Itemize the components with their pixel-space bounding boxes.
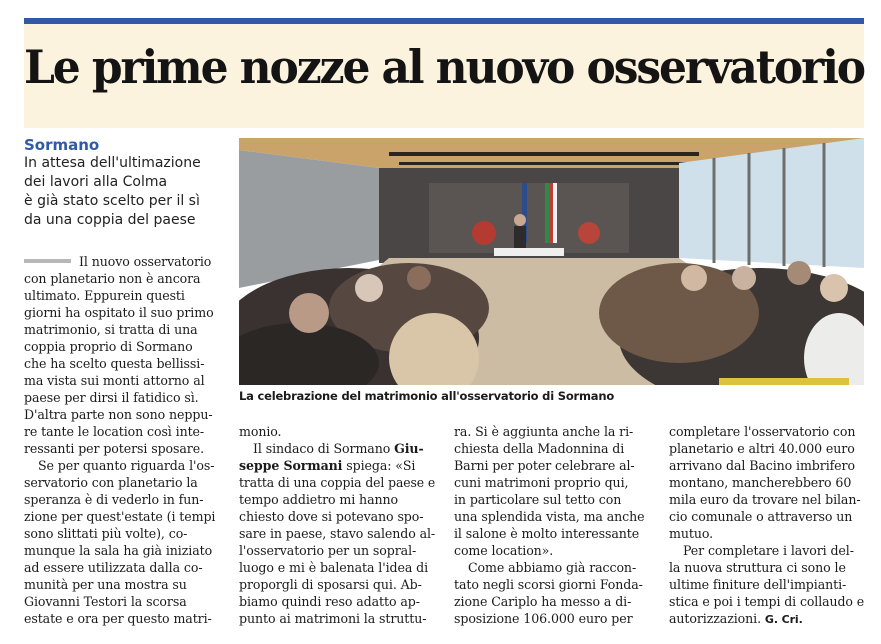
photo-bench bbox=[719, 378, 849, 385]
body-line: zione Cariplo ha messo a di- bbox=[454, 594, 632, 609]
body-line: l'osservatorio per un sopral- bbox=[239, 543, 417, 558]
headline: Le prime nozze al nuovo osservatorio bbox=[24, 40, 865, 94]
body-line: Se per quanto riguarda l'os- bbox=[38, 458, 215, 473]
body-line: matrimonio, si tratta di una bbox=[24, 322, 198, 337]
body-line: arrivano dal Bacino imbrifero bbox=[669, 458, 855, 473]
body-line: ad essere utilizzata dalla co- bbox=[24, 560, 203, 575]
body-line: ma vista sui monti attorno al bbox=[24, 373, 205, 388]
flowers bbox=[472, 221, 496, 245]
flag bbox=[549, 183, 553, 243]
body-line: proporgli di sposarsi qui. Ab- bbox=[239, 577, 422, 592]
body-line: zione per quest'estate (i tempi bbox=[24, 509, 216, 524]
body-line: chiesto dove si potevano spo- bbox=[239, 509, 424, 524]
head bbox=[407, 266, 431, 290]
body-line: una splendida vista, ma anche bbox=[454, 509, 645, 524]
head bbox=[732, 266, 756, 290]
body-line: mutuo. bbox=[669, 526, 713, 541]
body-line: sare in paese, stavo salendo al- bbox=[239, 526, 436, 541]
flag bbox=[553, 183, 557, 243]
body-line: completare l'osservatorio con bbox=[669, 424, 856, 439]
body-line: ressanti per potersi sposare. bbox=[24, 441, 204, 456]
body-line bbox=[669, 610, 803, 628]
body-line: Il nuovo osservatorio bbox=[79, 254, 212, 269]
flowers bbox=[578, 222, 600, 244]
body-line: luogo e mi è balenata l'idea di bbox=[239, 560, 429, 575]
body-line: munque la sala ha già iniziato bbox=[24, 543, 213, 558]
body-line: monio. bbox=[239, 424, 282, 439]
body-line: sposizione 106.000 euro per bbox=[454, 611, 633, 626]
photo-ceiling-beam bbox=[399, 162, 689, 165]
body-line: ultime finiture dell'impianti- bbox=[669, 577, 847, 592]
body-line: munità per una mostra su bbox=[24, 577, 187, 592]
head bbox=[820, 274, 848, 302]
body-line: in particolare sul tetto con bbox=[454, 492, 622, 507]
subtitle-line: In attesa dell'ultimazione bbox=[24, 155, 201, 171]
body-line: ultimato. Eppurein questi bbox=[24, 288, 185, 303]
mayor-name: Giu- bbox=[394, 441, 424, 456]
head bbox=[289, 293, 329, 333]
subtitle-line: è già stato scelto per il sì bbox=[24, 193, 200, 209]
kicker-location: Sormano bbox=[24, 136, 100, 154]
body-text: spiega: «Si bbox=[342, 458, 416, 473]
body-line: estate e ora per questo matri- bbox=[24, 611, 212, 626]
body-line: ra. Si è aggiunta anche la ri- bbox=[454, 424, 634, 439]
head bbox=[514, 214, 526, 226]
body-line: tato negli scorsi giorni Fonda- bbox=[454, 577, 643, 592]
body-line bbox=[239, 457, 415, 474]
body-line: cio comunale o attraverso un bbox=[669, 509, 853, 524]
body-line: giorni ha ospitato il suo primo bbox=[24, 305, 214, 320]
body-line: Giovanni Testori la scorsa bbox=[24, 594, 187, 609]
head bbox=[787, 261, 811, 285]
photo-caption: La celebrazione del matrimonio all'osservatorio di Sormano bbox=[239, 389, 615, 403]
body-line: paese per dirsi il fatidico sì. bbox=[24, 390, 199, 405]
body-line: Per completare i lavori del- bbox=[683, 543, 854, 558]
photo-back-panel bbox=[429, 183, 629, 253]
photo-left-wall bbox=[239, 150, 389, 288]
body-line: coppia proprio di Sormano bbox=[24, 339, 193, 354]
body-line: come location». bbox=[454, 543, 554, 558]
body-line: chiesta della Madonnina di bbox=[454, 441, 625, 456]
body-line: Come abbiamo già raccon- bbox=[468, 560, 637, 575]
subtitle-line: da una coppia del paese bbox=[24, 212, 196, 228]
body-line bbox=[253, 440, 424, 457]
mayor-name: seppe Sormani bbox=[239, 458, 343, 473]
body-line: il salone è molto interessante bbox=[454, 526, 640, 541]
subtitle-line: dei lavori alla Colma bbox=[24, 174, 168, 190]
head bbox=[681, 265, 707, 291]
wedding-ceremony-photo bbox=[239, 138, 864, 385]
body-text: Il sindaco di Sormano bbox=[253, 441, 395, 456]
body-line: con planetario non è ancora bbox=[24, 271, 201, 286]
body-text: autorizzazioni. bbox=[669, 611, 761, 626]
head bbox=[355, 274, 383, 302]
body-line: servatorio con planetario la bbox=[24, 475, 198, 490]
body-line: Barni per poter celebrare al- bbox=[454, 458, 635, 473]
body-line: mila euro da trovare nel bilan- bbox=[669, 492, 861, 507]
body-line: D'altra parte non sono neppu- bbox=[24, 407, 213, 422]
body-line: sono slittati più volte), co- bbox=[24, 526, 188, 541]
body-line: che ha scelto questa bellissi- bbox=[24, 356, 205, 371]
body-line: planetario e altri 40.000 euro bbox=[669, 441, 855, 456]
body-line: cuni matrimoni proprio qui, bbox=[454, 475, 629, 490]
body-line: tratta di una coppia del paese e bbox=[239, 475, 436, 490]
author-signature: G. Cri. bbox=[764, 613, 803, 626]
body-line: punto ai matrimoni la struttu- bbox=[239, 611, 427, 626]
body-line: montano, mancherebbero 60 bbox=[669, 475, 852, 490]
photo-ceiling-beam bbox=[389, 152, 699, 156]
body-line: speranza è di vederlo in fun- bbox=[24, 492, 204, 507]
photo-table bbox=[494, 248, 564, 256]
lead-rule bbox=[24, 259, 71, 263]
body-line: tempo addietro mi hanno bbox=[239, 492, 398, 507]
body-line: la nuova struttura ci sono le bbox=[669, 560, 846, 575]
body-line: biamo quindi reso adatto ap- bbox=[239, 594, 420, 609]
body-line: stica e poi i tempi di collaudo e bbox=[669, 594, 865, 609]
body-line: re tante le location così inte- bbox=[24, 424, 205, 439]
flag bbox=[545, 183, 549, 243]
